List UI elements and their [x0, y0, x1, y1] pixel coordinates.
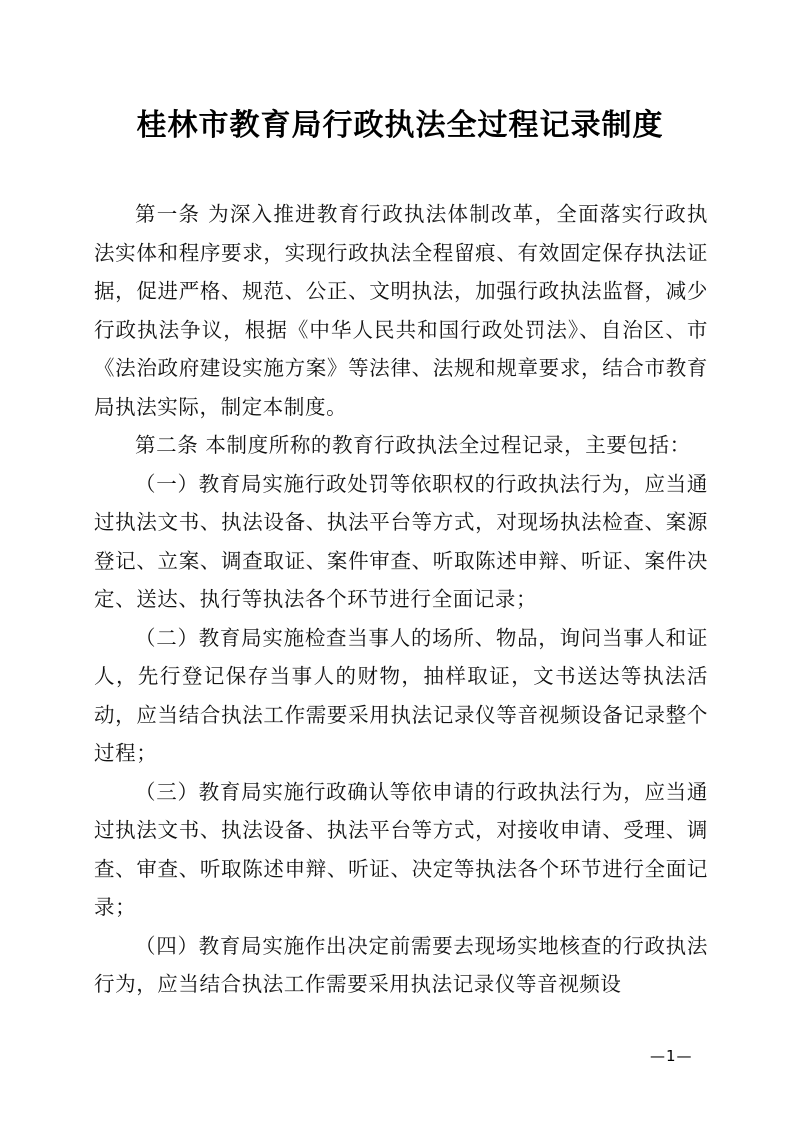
article-1-paragraph: 第一条 为深入推进教育行政执法体制改革，全面落实行政执法实体和程序要求，实现行政执法全程留痕、有效固定保存执法证据，促进严格、规范、公正、文明执法，加强行政执法监督，减少行政执法争议，根据《中华人民共和国行政处罚法》、自治区、市《法治政府建设实施方案》等法律、法规和规章要求，结合市教育局执法实际，制定本制度。 [94, 202, 708, 419]
clause-3-paragraph: （三）教育局实施行政确认等依申请的行政执法行为，应当通过执法文书、执法设备、执法平台等方式，对接收申请、受理、调查、审查、听取陈述申辩、听证、决定等执法各个环节进行全面记录； [94, 779, 708, 919]
clause-1-paragraph: （一）教育局实施行政处罚等依职权的行政执法行为，应当通过执法文书、执法设备、执法平台等方式，对现场执法检查、案源登记、立案、调查取证、案件审查、听取陈述申辩、听证、案件决定、送达、执行等执法各个环节进行全面记录； [94, 471, 708, 611]
document-body [94, 195, 708, 1004]
page-number: —1— [650, 1047, 693, 1065]
document-title: 桂林市教育局行政执法全过程记录制度 [136, 108, 664, 143]
article-2-paragraph: 第二条 本制度所称的教育行政执法全过程记录，主要包括： [135, 433, 691, 457]
clause-4-paragraph: （四）教育局实施作出决定前需要去现场实地核查的行政执法行为，应当结合执法工作需要采用执法记录仪等音视频设 [94, 933, 708, 996]
clause-2-paragraph: （二）教育局实施检查当事人的场所、物品，询问当事人和证人，先行登记保存当事人的财物，抽样取证，文书送达等执法活动，应当结合执法工作需要采用执法记录仪等音视频设备记录整个过程； [94, 625, 708, 765]
